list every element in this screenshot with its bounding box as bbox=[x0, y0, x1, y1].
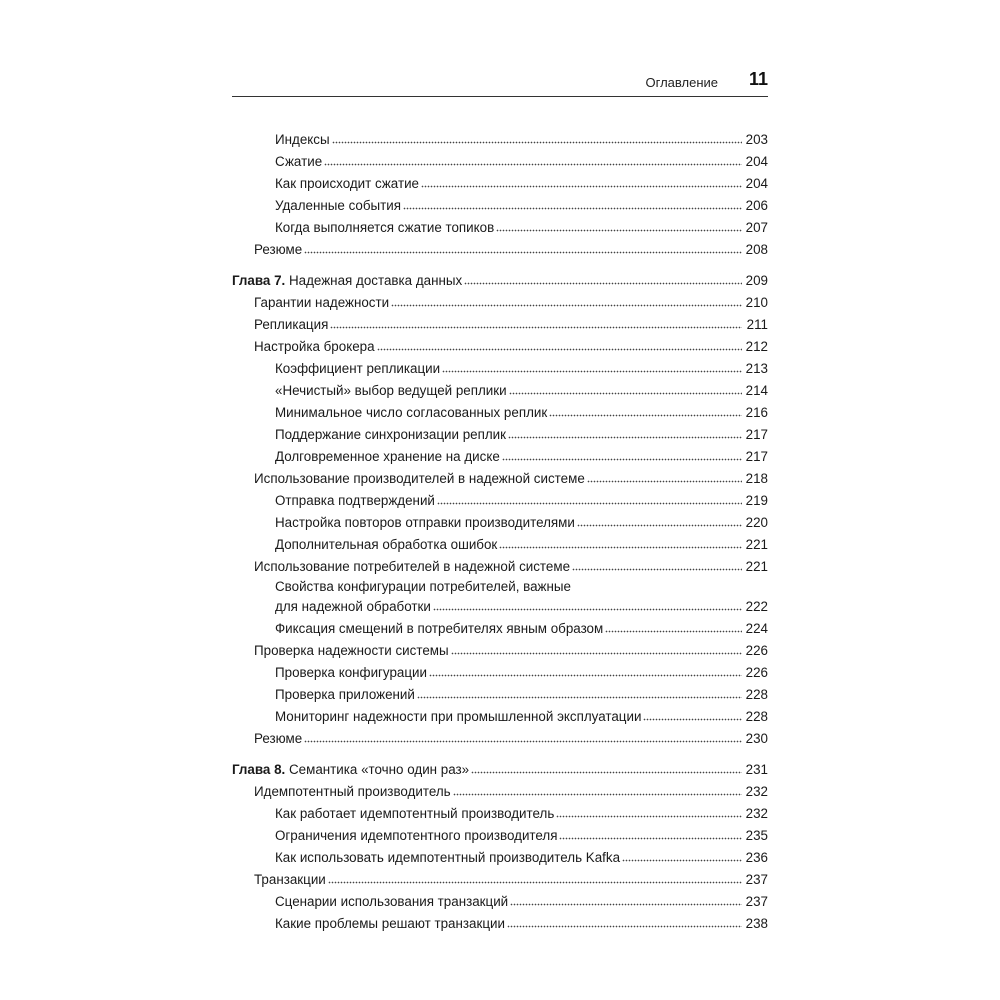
toc-page-number: 212 bbox=[745, 339, 768, 354]
toc-page-number: 230 bbox=[745, 731, 768, 746]
toc-entry-title: Поддержание синхронизации реплик bbox=[275, 427, 507, 442]
toc-chapter-entry bbox=[232, 266, 768, 288]
dot-leader bbox=[471, 771, 742, 774]
toc-subsection-entry bbox=[232, 702, 768, 724]
toc-page-number: 219 bbox=[745, 493, 768, 508]
toc-page-number: 228 bbox=[745, 687, 768, 702]
toc-entry-title: Проверка надежности системы bbox=[254, 643, 449, 658]
dot-leader bbox=[391, 304, 742, 307]
toc-page-number: 237 bbox=[745, 894, 768, 909]
dot-leader bbox=[330, 326, 742, 329]
dot-leader bbox=[549, 414, 742, 417]
dot-leader bbox=[464, 282, 742, 285]
toc-entry-title: Сжатие bbox=[275, 154, 323, 169]
toc-page-number: 221 bbox=[745, 537, 768, 552]
dot-leader bbox=[442, 370, 742, 373]
toc-page-number: 236 bbox=[745, 850, 768, 865]
dot-leader bbox=[622, 859, 742, 862]
toc-page-number: 204 bbox=[745, 176, 768, 191]
toc-entry-title: Проверка приложений bbox=[275, 687, 415, 702]
toc-page-number: 224 bbox=[745, 621, 768, 636]
toc-page-number: 209 bbox=[745, 273, 768, 288]
toc-subsection-entry bbox=[232, 530, 768, 552]
toc-entry-title bbox=[232, 273, 462, 288]
dot-leader bbox=[499, 546, 742, 549]
toc-entry-title: Когда выполняется сжатие топиков bbox=[275, 220, 495, 235]
toc-section-entry bbox=[232, 636, 768, 658]
dot-leader bbox=[587, 480, 742, 483]
toc-entry-title-continued: для надежной обработки bbox=[275, 599, 431, 614]
chapter-title: Семантика «точно один раз» bbox=[285, 762, 470, 777]
toc-section-entry bbox=[232, 552, 768, 574]
toc-page-number: 207 bbox=[745, 220, 768, 235]
toc-page-number: 204 bbox=[745, 154, 768, 169]
toc-section-entry bbox=[232, 464, 768, 486]
dot-leader bbox=[502, 458, 742, 461]
toc-entry-title: Резюме bbox=[254, 242, 303, 257]
toc-section-entry bbox=[232, 777, 768, 799]
toc-entry-title: Фиксация смещений в потребителях явным образом bbox=[275, 621, 604, 636]
toc-subsection-entry bbox=[232, 821, 768, 843]
toc-subsection-entry bbox=[232, 843, 768, 865]
toc-entry-title: Проверка конфигурации bbox=[275, 665, 427, 680]
toc-entry-title: Идемпотентный производитель bbox=[254, 784, 451, 799]
toc-page-number: 213 bbox=[745, 361, 768, 376]
dot-leader bbox=[572, 568, 742, 571]
toc-section-entry bbox=[232, 310, 768, 332]
toc-entry-title: Как происходит сжатие bbox=[275, 176, 420, 191]
toc-entry-title: Транзакции bbox=[254, 872, 326, 887]
toc-subsection-entry bbox=[232, 420, 768, 442]
toc-page-number: 235 bbox=[745, 828, 768, 843]
dot-leader bbox=[556, 815, 742, 818]
toc-subsection-entry bbox=[232, 909, 768, 931]
toc-page-number: 210 bbox=[745, 295, 768, 310]
toc-section-entry bbox=[232, 332, 768, 354]
toc-entry-title: Отправка подтверждений bbox=[275, 493, 435, 508]
toc-entry-title: Использование производителей в надежной системе bbox=[254, 471, 585, 486]
dot-leader bbox=[605, 630, 742, 633]
book-page bbox=[232, 0, 768, 1000]
toc-subsection-entry bbox=[232, 574, 768, 614]
dot-leader bbox=[437, 502, 742, 505]
dot-leader bbox=[451, 652, 742, 655]
toc-page-number: 226 bbox=[745, 665, 768, 680]
toc-entry-title: Использование потребителей в надежной системе bbox=[254, 559, 571, 574]
toc-entry-title bbox=[232, 762, 469, 777]
chapter-title: Надежная доставка данных bbox=[285, 273, 463, 288]
toc-subsection-entry bbox=[232, 354, 768, 376]
toc-page-number: 218 bbox=[745, 471, 768, 486]
toc-page-number: 231 bbox=[745, 762, 768, 777]
chapter-label: Глава 7. bbox=[232, 273, 286, 288]
dot-leader bbox=[508, 436, 742, 439]
toc-section-entry bbox=[232, 865, 768, 887]
dot-leader bbox=[304, 740, 742, 743]
toc-entry-title: Мониторинг надежности при промышленной эксплуатации bbox=[275, 709, 642, 724]
toc-page-number: 206 bbox=[745, 198, 768, 213]
toc-subsection-entry bbox=[232, 680, 768, 702]
toc-section-entry bbox=[232, 235, 768, 257]
toc-page-number: 220 bbox=[745, 515, 768, 530]
toc-page-number: 203 bbox=[745, 132, 768, 147]
toc-entry-title: Репликация bbox=[254, 317, 329, 332]
chapter-label: Глава 8. bbox=[232, 762, 286, 777]
toc-subsection-entry bbox=[232, 213, 768, 235]
toc-subsection-entry bbox=[232, 442, 768, 464]
toc-subsection-entry bbox=[232, 398, 768, 420]
toc-entry-title: Резюме bbox=[254, 731, 303, 746]
toc-entry-title: Свойства конфигурации потребителей, важные bbox=[275, 579, 571, 594]
toc-page-number: 237 bbox=[745, 872, 768, 887]
dot-leader bbox=[643, 718, 742, 721]
toc-entry-title: Долговременное хранение на диске bbox=[275, 449, 500, 464]
toc-subsection-entry bbox=[232, 508, 768, 530]
toc-entry-title: Сценарии использования транзакций bbox=[275, 894, 509, 909]
toc-entry-title: Коэффициент репликации bbox=[275, 361, 441, 376]
toc-subsection-entry bbox=[232, 191, 768, 213]
toc-subsection-entry bbox=[232, 147, 768, 169]
toc-page-number: 217 bbox=[745, 449, 768, 464]
toc-subsection-entry bbox=[232, 125, 768, 147]
toc-page-number: 226 bbox=[745, 643, 768, 658]
toc-page-number: 221 bbox=[745, 559, 768, 574]
toc-entry-title: «Нечистый» выбор ведущей реплики bbox=[275, 383, 507, 398]
toc-entry-title: Удаленные события bbox=[275, 198, 402, 213]
toc-entry-title: Настройка брокера bbox=[254, 339, 375, 354]
dot-leader bbox=[421, 185, 742, 188]
page-number: 11 bbox=[748, 69, 768, 89]
toc-section-entry bbox=[232, 724, 768, 746]
toc-page-number: 214 bbox=[745, 383, 768, 398]
dot-leader bbox=[417, 696, 742, 699]
toc-page-number: 232 bbox=[745, 784, 768, 799]
toc-entry-title: Ограничения идемпотентного производителя bbox=[275, 828, 558, 843]
toc-subsection-entry bbox=[232, 614, 768, 636]
toc-page-number: 232 bbox=[745, 806, 768, 821]
dot-leader bbox=[496, 229, 742, 232]
toc-page-number: 208 bbox=[745, 242, 768, 257]
dot-leader bbox=[433, 608, 742, 611]
toc-page-number: 216 bbox=[745, 405, 768, 420]
toc-section-entry bbox=[232, 288, 768, 310]
running-header bbox=[232, 66, 768, 97]
running-header-title: Оглавление bbox=[645, 75, 718, 90]
toc-page-number: 222 bbox=[745, 599, 768, 614]
dot-leader bbox=[507, 925, 742, 928]
toc-entry-title: Дополнительная обработка ошибок bbox=[275, 537, 498, 552]
toc-page-number: 238 bbox=[745, 916, 768, 931]
dot-leader bbox=[453, 793, 742, 796]
toc-page-number: 217 bbox=[745, 427, 768, 442]
dot-leader bbox=[304, 251, 742, 254]
toc-page-number: 211 bbox=[746, 317, 768, 332]
toc-entry-title: Как использовать идемпотентный производитель Kafka bbox=[275, 850, 621, 865]
dot-leader bbox=[510, 903, 742, 906]
toc-page-number: 228 bbox=[745, 709, 768, 724]
toc-entry-title: Гарантии надежности bbox=[254, 295, 390, 310]
dot-leader bbox=[403, 207, 742, 210]
toc-entry-title: Индексы bbox=[275, 132, 330, 147]
toc-subsection-entry bbox=[232, 887, 768, 909]
dot-leader bbox=[559, 837, 742, 840]
toc-subsection-entry bbox=[232, 658, 768, 680]
toc-chapter-entry bbox=[232, 755, 768, 777]
toc-subsection-entry bbox=[232, 486, 768, 508]
dot-leader bbox=[429, 674, 742, 677]
toc-entry-title: Минимальное число согласованных реплик bbox=[275, 405, 548, 420]
dot-leader bbox=[509, 392, 742, 395]
toc-entry-title: Как работает идемпотентный производитель bbox=[275, 806, 555, 821]
dot-leader bbox=[377, 348, 742, 351]
table-of-contents bbox=[232, 125, 768, 931]
toc-subsection-entry bbox=[232, 799, 768, 821]
dot-leader bbox=[324, 163, 742, 166]
dot-leader bbox=[577, 524, 742, 527]
toc-subsection-entry bbox=[232, 169, 768, 191]
toc-subsection-entry bbox=[232, 376, 768, 398]
dot-leader bbox=[328, 881, 742, 884]
toc-entry-title: Какие проблемы решают транзакции bbox=[275, 916, 505, 931]
toc-entry-title: Настройка повторов отправки производителями bbox=[275, 515, 575, 530]
dot-leader bbox=[332, 141, 742, 144]
